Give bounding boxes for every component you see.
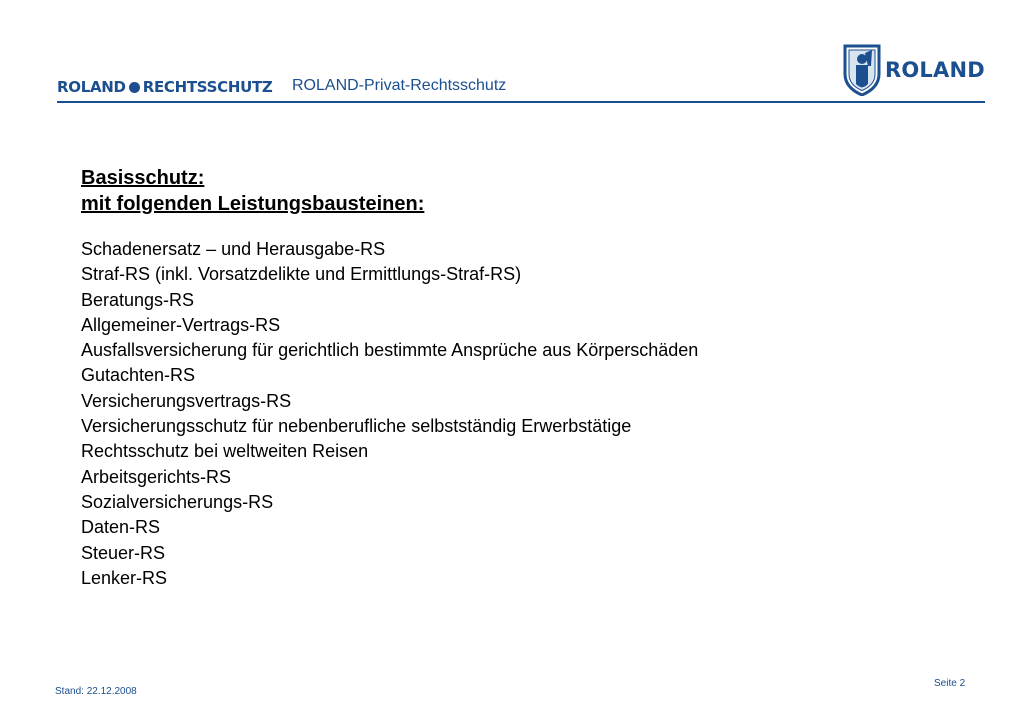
roland-logo-text: ROLAND — [885, 58, 985, 82]
roland-logo — [843, 44, 985, 96]
footer-stand-date: Stand: 22.12.2008 — [55, 686, 137, 697]
list-item: Steuer-RS — [81, 542, 166, 563]
list-item: Daten-RS — [81, 517, 161, 538]
roland-rechtsschutz-wordmark — [57, 78, 272, 96]
brand-dot-icon — [129, 82, 140, 93]
list-item: Versicherungsschutz für nebenberufliche selbstständig Erwerbstätige — [81, 416, 632, 437]
list-item: Arbeitsgerichts-RS — [81, 466, 232, 487]
list-item: Allgemeiner-Vertrags-RS — [81, 314, 281, 335]
heading-line2: mit folgenden Leistungsbausteinen: — [81, 193, 425, 215]
brand-left-part1: ROLAND — [57, 78, 126, 96]
main-content — [81, 165, 981, 591]
list-item: Ausfallsversicherung für gerichtlich bestimmte Ansprüche aus Körperschäden — [81, 340, 699, 361]
leistungsbausteine-list — [81, 237, 981, 591]
list-item: Straf-RS (inkl. Vorsatzdelikte und Ermittlungs-Straf-RS) — [81, 264, 522, 285]
list-item: Versicherungsvertrags-RS — [81, 390, 292, 411]
heading-line1: Basisschutz: — [81, 167, 205, 189]
header-divider — [57, 101, 985, 103]
list-item: Sozialversicherungs-RS — [81, 491, 274, 512]
list-item: Lenker-RS — [81, 567, 168, 588]
roland-shield-icon — [843, 44, 881, 96]
list-item: Gutachten-RS — [81, 365, 196, 386]
list-item: Beratungs-RS — [81, 289, 195, 310]
brand-left-part2: RECHTSSCHUTZ — [142, 78, 273, 96]
list-item: Rechtsschutz bei weltweiten Reisen — [81, 441, 369, 462]
footer-page-number: Seite 2 — [934, 678, 966, 689]
list-item: Schadenersatz – und Herausgabe-RS — [81, 239, 386, 259]
page-header-title: ROLAND-Privat-Rechtsschutz — [292, 77, 507, 94]
